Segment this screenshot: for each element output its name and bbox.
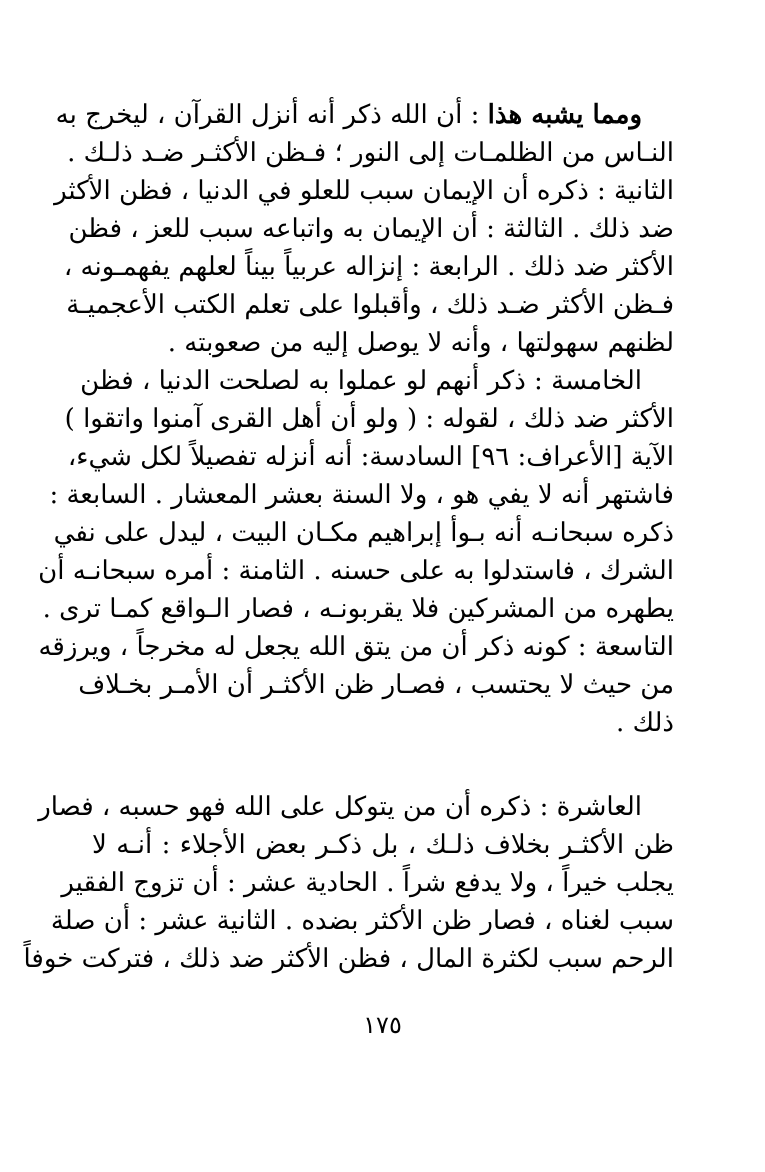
text-line: ذلك . — [616, 708, 674, 738]
text-line: الشرك ، فاستدلوا به على حسنه . الثامنة : أمره سبحانـه أن — [38, 556, 674, 586]
text-line: النـاس من الظلمـات إلى النور ؛ فـظن الأكثـر ضـد ذلـك . — [67, 138, 674, 168]
text-line: لظنهم سهولتها ، وأنه لا يوصل إليه من صعوبته . — [167, 328, 674, 358]
main-text-paragraph-2 — [23, 788, 674, 978]
text-line: الأكثر ضد ذلك ، لقوله : ( ولو أن أهل القرى آمنوا واتقوا ) — [64, 404, 674, 434]
text-line: ضد ذلك . الثالثة : أن الإيمان به واتباعه سبب للعز ، فظن — [68, 214, 674, 244]
text-line: التاسعة : كونه ذكر أن من يتق الله يجعل له مخرجاً ، ويرزقه — [38, 632, 674, 662]
text-line — [55, 96, 674, 134]
text-line: يجلب خيراً ، ولا يدفع شراً . الحادية عشر : أن تزوج الفقير — [61, 868, 674, 898]
text-line: العاشرة : ذكره أن من يتوكل على الله فهو حسبه ، فصار — [38, 792, 642, 822]
text-line: يطهره من المشركين فلا يقربونـه ، فصار الـواقع كمـا ترى . — [42, 594, 674, 624]
line-continuation: : أن الله ذكر أنه أنزل القرآن ، ليخرج به — [55, 100, 488, 130]
page-number: ١٧٥ — [363, 1011, 402, 1039]
text-line: الخامسة : ذكر أنهم لو عملوا به لصلحت الدنيا ، فظن — [80, 366, 642, 396]
main-text-paragraph-1 — [38, 96, 674, 742]
text-line: ظن الأكثـر بخلاف ذلـك ، بل ذكـر بعض الأجلاء : أنـه لا — [92, 830, 674, 860]
text-line: فاشتهر أنه لا يفي هو ، ولا السنة بعشر المعشار . السابعة : — [49, 480, 674, 510]
text-line: من حيث لا يحتسب ، فصـار ظن الأكثـر أن الأمـر بخـلاف — [78, 670, 674, 700]
text-line: الأكثر ضد ذلك . الرابعة : إنزاله عربياً بيناً لعلهم يفهمـونه ، — [63, 252, 674, 282]
lead-phrase: ومما يشبه هذا — [487, 100, 642, 130]
text-line: الآية [الأعراف: ٩٦] السادسة: أنه أنزله تفصيلاً لكل شيء، — [67, 442, 674, 472]
text-line: فـظن الأكثر ضـد ذلك ، وأقبلوا على تعلم الكتب الأعجميـة — [66, 290, 674, 320]
text-line: ذكره سبحانـه أنه بـوأ إبراهيم مكـان البيت ، ليدل على نفي — [53, 518, 674, 548]
text-line: الرحم سبب لكثرة المال ، فظن الأكثر ضد ذلك ، فتركت خوفاً — [23, 944, 674, 974]
text-line: الثانية : ذكره أن الإيمان سبب للعلو في الدنيا ، فظن الأكثر — [54, 176, 674, 206]
text-line: سبب لغناه ، فصار ظن الأكثر بضده . الثانية عشر : أن صلة — [50, 906, 674, 936]
